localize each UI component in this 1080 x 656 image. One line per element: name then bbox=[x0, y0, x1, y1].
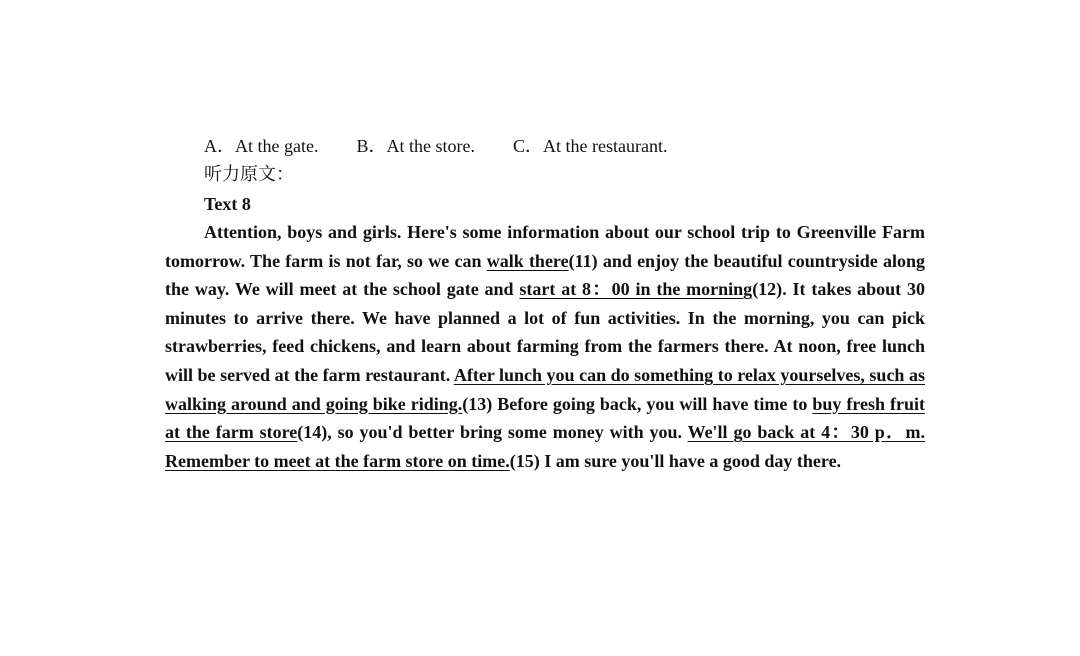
passage-segment-3: . It takes about 30 minutes to arrive there. We have planned a lot of fun activities. In the morning, you can pick strawberries, feed chickens, and learn about farming from the farmers there. At noon, free lunch will be served at the farm restaurant. bbox=[165, 279, 926, 385]
text-title: Text 8 bbox=[204, 194, 251, 214]
answer-number-12: (12) bbox=[752, 279, 783, 300]
answer-number-15: (15) bbox=[509, 450, 540, 471]
option-b bbox=[356, 132, 475, 160]
passage-segment-2: and enjoy the beautiful countryside along the way. We will meet at the school gate and bbox=[165, 250, 925, 300]
option-a bbox=[204, 132, 318, 160]
option-c-letter: C． bbox=[512, 136, 543, 156]
option-c-text: At the restaurant. bbox=[543, 136, 668, 156]
option-a-text: At the gate. bbox=[235, 136, 319, 156]
answer-12: start at 8：00 in the morning bbox=[519, 279, 753, 300]
answer-number-13: (13) bbox=[462, 393, 493, 414]
answer-14: buy fresh fruit at the farm store bbox=[165, 393, 926, 443]
answer-number-14: (14) bbox=[297, 422, 328, 443]
option-c bbox=[513, 132, 667, 160]
passage-segment-4: Before going back, you will have time to bbox=[492, 393, 813, 414]
passage-paragraph bbox=[165, 218, 925, 475]
answer-options bbox=[204, 132, 667, 160]
passage-segment-1: Attention, boys and girls. Here's some information about our school trip to Greenville Farm tomorrow. The farm is not far, so we can bbox=[165, 222, 925, 271]
answer-number-11: (11) bbox=[568, 250, 598, 271]
listening-passage bbox=[165, 218, 925, 475]
passage-segment-5: , so you'd better bring some money with you. bbox=[327, 422, 688, 443]
answer-11: walk there bbox=[486, 250, 569, 271]
transcript-label: 听力原文： bbox=[204, 164, 294, 185]
option-a-letter: A． bbox=[204, 136, 235, 156]
answer-15: We'll go back at 4：30 p．m. Remember to meet at the farm store on time. bbox=[165, 422, 925, 471]
option-b-letter: B． bbox=[356, 136, 387, 156]
passage-segment-6: I am sure you'll have a good day there. bbox=[539, 450, 842, 471]
answer-13: After lunch you can do something to relax yourselves, such as walking around and going bike riding. bbox=[165, 364, 925, 414]
option-b-text: At the store. bbox=[386, 136, 475, 156]
